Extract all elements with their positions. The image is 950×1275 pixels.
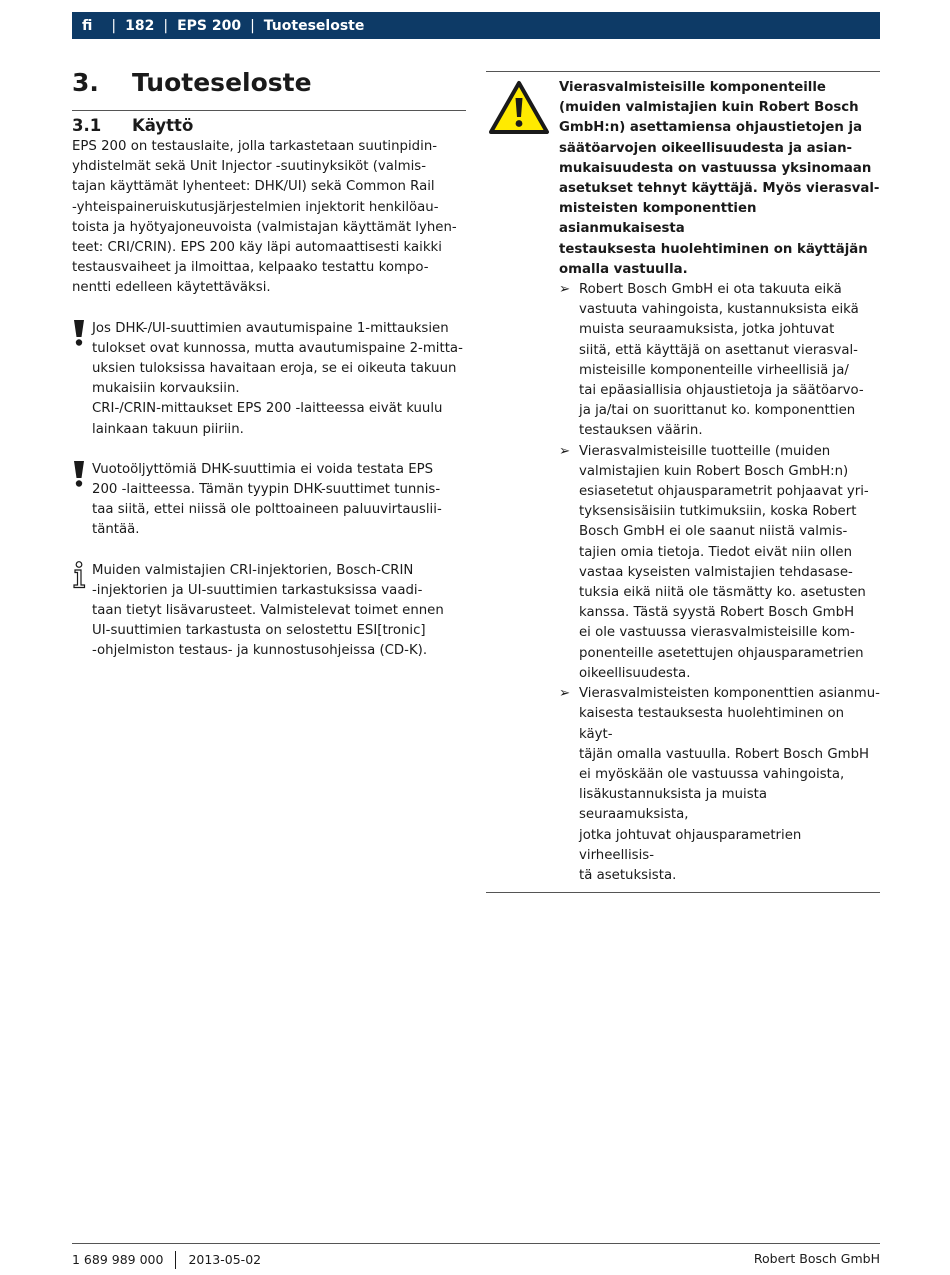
header-section: Tuoteseloste bbox=[263, 17, 365, 34]
bullet-text: Vierasvalmisteisten komponenttien asianmu- kaisesta testauksesta huolehtiminen on käyt- täjän omalla vastuulla. Robert Bosch GmbH ei myöskään ole vastuussa vahingoista, lisäkustannuksista ja muista seuraamuksista, jotka johtuvat ohjausparametrien virheellisis- tä asetuksista. bbox=[579, 686, 880, 883]
footer-company: Robert Bosch GmbH bbox=[753, 1251, 880, 1266]
exclamation-icon bbox=[72, 319, 86, 351]
note-exclamation-2 bbox=[72, 460, 466, 541]
heading-rule bbox=[72, 110, 466, 111]
header-product: EPS 200 bbox=[177, 17, 242, 34]
section-heading bbox=[72, 64, 466, 102]
exclamation-icon bbox=[72, 460, 86, 492]
subsection-title: Käyttö bbox=[132, 116, 194, 135]
header-separator: | bbox=[250, 17, 255, 34]
note-text: Vuotoöljyttömiä DHK-suuttimia ei voida testata EPS 200 -laitteessa. Tämän tyypin DHK-suuttimet tunnis- taa siitä, ettei niissä ole polttoaineen paluuvirtauslii- täntää. bbox=[92, 461, 442, 538]
left-column bbox=[72, 64, 466, 662]
header-language: fi bbox=[82, 17, 93, 34]
page-footer bbox=[72, 1243, 880, 1267]
warning-triangle-icon bbox=[488, 80, 550, 140]
header-separator: | bbox=[163, 17, 169, 34]
bullet-text: Vierasvalmisteisille tuotteille (muiden valmistajien kuin Robert Bosch GmbH:n) esiasetetut ohjausparametrit pohjaavat yri- tyksensisäisiin tutkimuksiin, koska Robert Bosch GmbH ei ole saanut niistä valmis- tajien omia tietoja. Tiedot eivät niin ollen vastaa kyseisten valmistajien tehdasase- tuksia eikä niitä ole täsmätty ko. asetusten kanssa. Tästä syystä Robert Bosch GmbH ei ole vastuussa vierasvalmisteisille kom- ponenteille asetettujen ohjausparametrien oikeellisuudesta. bbox=[579, 443, 869, 681]
bullet-arrow-icon: ➢ bbox=[559, 443, 571, 459]
bullet-text: Robert Bosch GmbH ei ota takuuta eikä vastuuta vahingoista, kustannuksista eikä muista seuraamuksista, jotka johtuvat siitä, että käyttäjä on asettanut vierasval- misteisille komponenteille virheellisiä ja/ tai epäasiallisia ohjaustietoja ja säätöarvo- ja ja/tai on suorittanut ko. komponenttien testauksen väärin. bbox=[579, 282, 864, 439]
note-exclamation-1 bbox=[72, 319, 466, 440]
section-title: Tuoteseloste bbox=[132, 68, 312, 97]
footer-date: 2013-05-02 bbox=[188, 1252, 262, 1267]
subsection-number: 3.1 bbox=[72, 116, 102, 135]
section-number: 3. bbox=[72, 68, 99, 97]
list-item bbox=[559, 280, 880, 442]
warning-statement: Vierasvalmisteisille komponenteille (muiden valmistajien kuin Robert Bosch GmbH:n) asettamiensa ohjaustietojen ja säätöarvojen oikeellisuudesta ja asian- mukaisuudesta on vastuussa yksinomaan asetukset tehnyt käyttäjä. Myös vierasval- misteisten komponenttien asianmukaisesta testauksesta huolehtiminen on käyttäjän omalla vastuulla. bbox=[559, 80, 880, 277]
bullet-arrow-icon: ➢ bbox=[559, 282, 571, 298]
footer-doc-number: 1 689 989 000 bbox=[72, 1252, 164, 1267]
note-info bbox=[72, 561, 466, 662]
right-column bbox=[486, 71, 880, 893]
list-item bbox=[559, 684, 880, 886]
footer-left bbox=[72, 1251, 261, 1269]
header-page-number: 182 bbox=[125, 17, 155, 34]
note-text: Jos DHK-/UI-suuttimien avautumispaine 1-mittauksien tulokset ovat kunnossa, mutta avautumispaine 2-mitta- uksien tuloksissa havaitaan eroja, se ei oikeuta takuun mukaisiin korvauksiin. CRI-/CRIN-mittaukset EPS 200 -laitteessa eivät kuulu lainkaan takuun piiriin. bbox=[92, 320, 463, 437]
list-item bbox=[559, 442, 880, 684]
footer-divider bbox=[175, 1251, 176, 1269]
info-icon bbox=[72, 561, 88, 593]
warning-content bbox=[559, 78, 880, 886]
warning-box bbox=[486, 71, 880, 893]
page-header bbox=[72, 12, 880, 39]
note-text: Muiden valmistajien CRI-injektorien, Bosch-CRIN -injektorien ja UI-suuttimien tarkastuksissa vaadi- taan tietyt lisävarusteet. Valmistelevat toimet ennen UI-suuttimien tarkastusta on selostettu ESI[tronic] -ohjelmiston testaus- ja kunnostusohjeissa (CD-K). bbox=[92, 562, 444, 659]
intro-paragraph: EPS 200 on testauslaite, jolla tarkastetaan suutinpidin- yhdistelmät sekä Unit Injector -suutinyksiköt (valmis- tajan käyttämät lyhenteet: DHK/UI) sekä Common Rail -yhteispaineruiskutusjärjestelmien injektorit henkilöau- toista ja hyötyajoneuvoista (valmistajan käyttämät lyhen- teet: CRI/CRIN). EPS 200 käy läpi automaattisesti kaikki testausvaiheet ja ilmoittaa, kelpaako testattu kompo- nentti edelleen käytettäväksi. bbox=[72, 139, 457, 296]
bullet-arrow-icon: ➢ bbox=[559, 686, 571, 702]
subsection-heading bbox=[72, 115, 466, 137]
header-separator: | bbox=[111, 17, 117, 34]
